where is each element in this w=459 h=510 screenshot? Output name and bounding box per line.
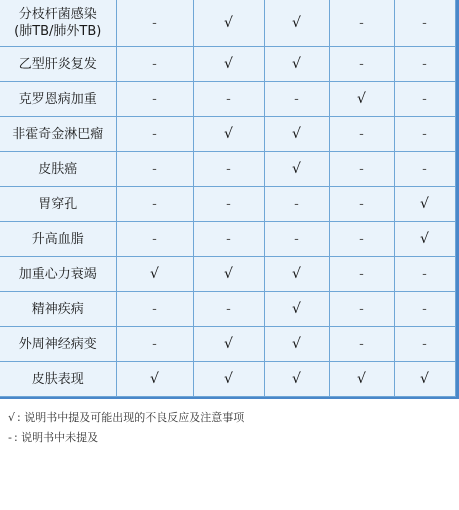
legend-check-symbol: √ [8, 411, 16, 424]
dash-cell: - [329, 152, 394, 187]
dash-cell: - [394, 47, 455, 82]
dash-cell: - [264, 222, 329, 257]
dash-cell: - [394, 82, 455, 117]
check-mark-cell: √ [394, 187, 455, 222]
dash-cell: - [329, 257, 394, 292]
dash-cell: - [116, 222, 193, 257]
dash-cell: - [394, 152, 455, 187]
check-mark-cell: √ [264, 117, 329, 152]
row-label [0, 47, 116, 82]
check-mark-cell: √ [116, 362, 193, 397]
dash-cell: - [264, 82, 329, 117]
row-label-line: 胃穿孔 [38, 196, 78, 212]
legend-dash-symbol: - [8, 431, 12, 444]
check-mark-cell: √ [193, 327, 264, 362]
dash-cell: - [394, 257, 455, 292]
row-label-line: 精神疾病 [31, 301, 84, 317]
dash-cell: - [116, 47, 193, 82]
dash-cell: - [116, 292, 193, 327]
row-label [0, 222, 116, 257]
dash-cell: - [193, 152, 264, 187]
check-mark-cell: √ [264, 47, 329, 82]
table-row [0, 257, 455, 292]
row-label-line: 皮肤表现 [31, 371, 84, 387]
table-row [0, 187, 455, 222]
dash-cell: - [193, 82, 264, 117]
check-mark-cell: √ [394, 222, 455, 257]
row-label [0, 327, 116, 362]
row-label [0, 117, 116, 152]
dash-cell: - [394, 327, 455, 362]
dash-cell: - [193, 187, 264, 222]
check-mark-cell: √ [116, 257, 193, 292]
check-mark-cell: √ [193, 47, 264, 82]
row-label [0, 0, 116, 47]
check-mark-cell: √ [264, 257, 329, 292]
row-label-line: 加重心力衰竭 [18, 266, 97, 282]
row-label-line: 乙型肝炎复发 [18, 56, 97, 72]
row-label [0, 82, 116, 117]
check-mark-cell: √ [264, 362, 329, 397]
dash-cell: - [329, 117, 394, 152]
check-mark-cell: √ [193, 257, 264, 292]
dash-cell: - [394, 292, 455, 327]
dash-cell: - [329, 187, 394, 222]
row-label [0, 257, 116, 292]
check-mark-cell: √ [329, 82, 394, 117]
dash-cell: - [116, 327, 193, 362]
legend-dash-line [8, 430, 98, 445]
dash-cell: - [116, 117, 193, 152]
dash-cell: - [116, 187, 193, 222]
dash-cell: - [264, 187, 329, 222]
row-label [0, 292, 116, 327]
row-label-line: 克罗恩病加重 [18, 91, 97, 107]
table-row [0, 222, 455, 257]
row-label-line: 外周神经病变 [18, 336, 97, 352]
dash-cell: - [116, 0, 193, 47]
table-row [0, 292, 455, 327]
row-label-line: 非霍奇金淋巴瘤 [12, 126, 104, 142]
legend-dash-text: : 说明书中未提及 [13, 431, 99, 444]
row-label-line: 皮肤癌 [38, 161, 78, 177]
row-label [0, 152, 116, 187]
table-row [0, 82, 455, 117]
dash-cell: - [394, 117, 455, 152]
row-label-line: (肺TB/肺外TB) [14, 24, 102, 39]
row-label [0, 362, 116, 397]
dash-cell: - [193, 222, 264, 257]
dash-cell: - [116, 82, 193, 117]
table-row [0, 152, 455, 187]
check-mark-cell: √ [394, 362, 455, 397]
row-label-line: 分枝杆菌感染 [18, 7, 97, 22]
check-mark-cell: √ [264, 292, 329, 327]
row-label-line: 升高血脂 [31, 231, 84, 247]
check-mark-cell: √ [193, 0, 264, 47]
dash-cell: - [329, 222, 394, 257]
table-row [0, 0, 455, 47]
table-row [0, 327, 455, 362]
check-mark-cell: √ [264, 327, 329, 362]
table-row [0, 117, 455, 152]
check-mark-cell: √ [329, 362, 394, 397]
row-label [0, 187, 116, 222]
dash-cell: - [394, 0, 455, 47]
check-mark-cell: √ [193, 362, 264, 397]
dash-cell: - [116, 152, 193, 187]
table-row [0, 47, 455, 82]
check-mark-cell: √ [264, 0, 329, 47]
legend-check-line [8, 410, 244, 425]
dash-cell: - [329, 47, 394, 82]
dash-cell: - [329, 327, 394, 362]
dash-cell: - [329, 292, 394, 327]
legend-check-text: : 说明书中提及可能出现的不良反应及注意事项 [17, 411, 245, 424]
check-mark-cell: √ [264, 152, 329, 187]
table-row [0, 362, 455, 397]
check-mark-cell: √ [193, 117, 264, 152]
dash-cell: - [193, 292, 264, 327]
dash-cell: - [329, 0, 394, 47]
